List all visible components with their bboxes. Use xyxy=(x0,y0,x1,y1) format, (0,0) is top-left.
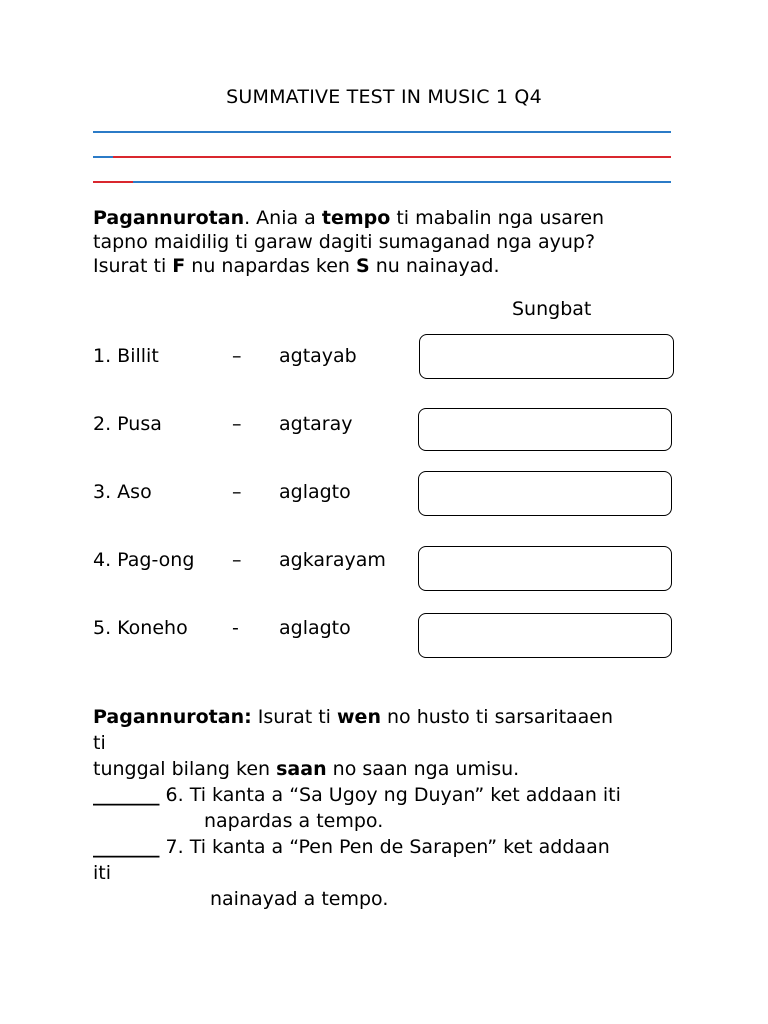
answer-blank-7[interactable]: _______ xyxy=(93,836,160,858)
question-6-continued: napardas a tempo. xyxy=(204,810,384,832)
instruction-wrap: ti xyxy=(93,732,106,754)
question-7-wrap: iti xyxy=(93,862,112,884)
instruction-text: . Ania a xyxy=(244,207,322,229)
instruction-line-2: tapno maidilig ti garaw dagiti sumaganad nga ayup? xyxy=(93,231,596,253)
bottom-blue-line xyxy=(133,181,671,183)
question-7: 7. Ti kanta a “Pen Pen de Sarapen” ket addaan xyxy=(159,836,610,858)
item-5-dash: - xyxy=(232,617,239,639)
instruction-label-2: Pagannurotan: xyxy=(93,706,252,728)
answer-box-3[interactable] xyxy=(418,471,672,516)
item-4-dash: – xyxy=(232,549,242,571)
instructions-1 xyxy=(93,206,683,278)
instruction-text: ti mabalin nga usaren xyxy=(390,207,605,229)
instruction-text: nu napardas ken xyxy=(185,255,357,277)
instruction-text: Isurat ti xyxy=(93,255,173,277)
item-1-action: agtayab xyxy=(279,345,357,367)
answer-box-1[interactable] xyxy=(419,334,674,379)
instruction-text: Isurat ti xyxy=(251,706,337,728)
item-4-animal: 4. Pag-ong xyxy=(93,549,195,571)
tempo-word: tempo xyxy=(321,207,391,229)
instructions-2 xyxy=(93,704,683,912)
item-1-animal: 1. Billit xyxy=(93,345,159,367)
instruction-text: no husto ti sarsaritaaen xyxy=(380,706,614,728)
bottom-line-red-segment xyxy=(93,181,133,183)
instruction-text: no saan nga umisu. xyxy=(326,758,520,780)
answer-column-header: Sungbat xyxy=(512,298,592,320)
question-7-continued: nainayad a tempo. xyxy=(210,888,389,910)
item-3-dash: – xyxy=(232,481,242,503)
question-6: 6. Ti kanta a “Sa Ugoy ng Duyan” ket addaan iti xyxy=(159,784,621,806)
instruction-text: nu nainayad. xyxy=(369,255,500,277)
mid-red-line xyxy=(113,156,671,158)
instruction-label: Pagannurotan xyxy=(93,207,245,229)
letter-s: S xyxy=(356,255,370,277)
item-2-action: agtaray xyxy=(279,413,353,435)
top-blue-line xyxy=(93,131,671,133)
item-4-action: agkarayam xyxy=(279,549,386,571)
item-2-animal: 2. Pusa xyxy=(93,413,162,435)
page-title: SUMMATIVE TEST IN MUSIC 1 Q4 xyxy=(226,86,542,108)
item-3-animal: 3. Aso xyxy=(93,481,152,503)
instruction-text: tunggal bilang ken xyxy=(93,758,277,780)
answer-box-4[interactable] xyxy=(418,546,672,591)
mid-line-blue-segment xyxy=(93,156,113,158)
item-5-action: aglagto xyxy=(279,617,351,639)
answer-box-5[interactable] xyxy=(418,613,672,658)
answer-blank-6[interactable]: _______ xyxy=(93,784,160,806)
item-5-animal: 5. Koneho xyxy=(93,617,188,639)
saan-word: saan xyxy=(276,758,327,780)
wen-word: wen xyxy=(337,706,381,728)
item-3-action: aglagto xyxy=(279,481,351,503)
item-1-dash: – xyxy=(232,345,242,367)
letter-f: F xyxy=(172,255,186,277)
answer-box-2[interactable] xyxy=(418,408,672,451)
item-2-dash: – xyxy=(232,413,242,435)
